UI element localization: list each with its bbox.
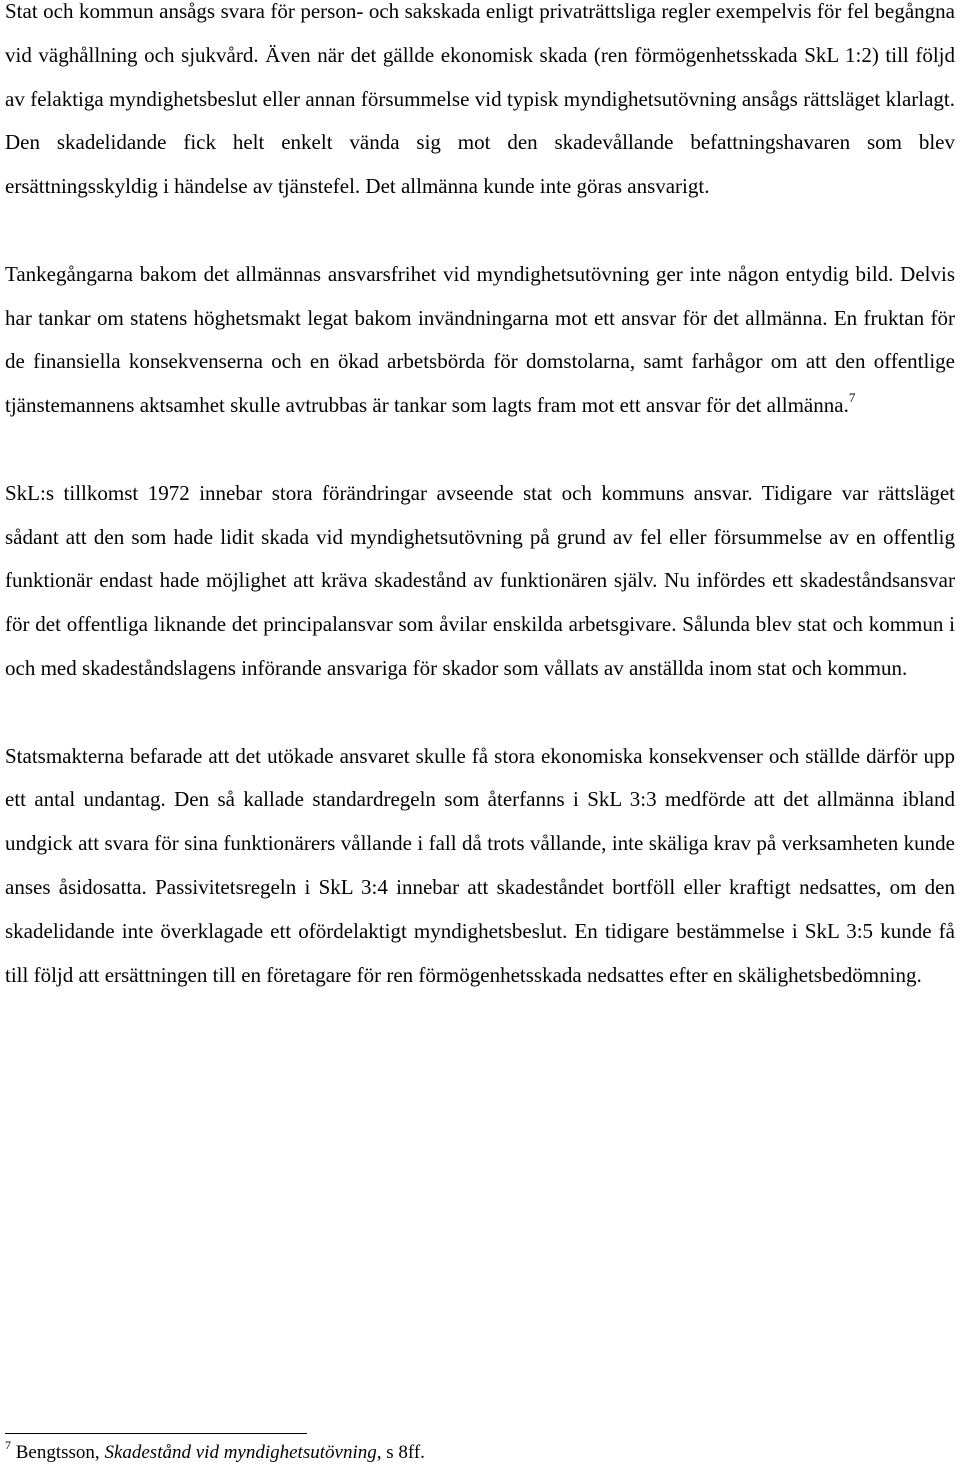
footnote-title: Skadestånd vid myndighetsutövning, [104, 1442, 382, 1463]
paragraph-gap [5, 691, 955, 735]
paragraph-text: Statsmakterna befarade att det utökade ansvaret skulle få stora ekonomiska konsekvenser och ställde därför upp ett antal undantag. Den så kallade standardregeln som återfanns i SkL 3:3 medförde att det allmänna ibland undgick att svara för sina funktionärers vållande i fall då trots vållande, inte skäliga krav på verksamheten kunde anses åsidosatta. Passivitetsregeln i SkL 3:4 innebar att skadeståndet bortföll eller kraftigt nedsattes, om den skadelidande inte överklagade ett ofördelaktigt myndighetsbeslut. En tidigare bestämmelse i SkL 3:5 kunde få till följd att ersättningen till en företagare för ren förmögenhetsskada nedsattes efter en skälighetsbedömning. [5, 743, 955, 987]
paragraph-4 [5, 735, 955, 998]
paragraph-text: Tankegångarna bakom det allmännas ansvarsfrihet vid myndighetsutövning ger inte någon entydig bild. Delvis har tankar om statens höghetsmakt legat bakom invändningarna mot ett ansvar för det allmänna. En fruktan för de finansiella konsekvenserna och en ökad arbetsbörda för domstolarna, samt farhågor om att den offentlige tjänstemannens aktsamhet skulle avtrubbas är tankar som lagts fram mot ett ansvar för det allmänna. [5, 261, 955, 418]
footnote-author: Bengtsson, [15, 1442, 105, 1463]
paragraph-text: Stat och kommun ansågs svara för person- och sakskada enligt privaträttsliga regler exempelvis för fel begångna vid väghållning och sjukvård. Även när det gällde ekonomisk skada (ren förmögenhetsskada SkL 1:2) till följd av felaktiga myndighetsbeslut eller annan försummelse vid typisk myndighetsutövning ansågs rättsläget klarlagt. Den skadelidande fick helt enkelt vända sig mot den skadevållande befattningshavaren som blev ersättningsskyldig i händelse av tjänstefel. Det allmänna kunde inte göras ansvarigt. [5, 0, 955, 199]
footnote-number: 7 [5, 1438, 11, 1452]
paragraph-3 [5, 472, 955, 691]
paragraph-gap [5, 209, 955, 253]
paragraph-2 [5, 253, 955, 428]
footnote-reference[interactable]: 7 [848, 390, 856, 406]
footnote-pages: s 8ff. [381, 1442, 425, 1463]
paragraph-text: SkL:s tillkomst 1972 innebar stora förändringar avseende stat och kommuns ansvar. Tidigare var rättsläget sådant att den som hade lidit skada vid myndighetsutövning på grund av fel eller försummelse av en offentlig funktionär endast hade möjlighet att kräva skadestånd av funktionären själv. Nu infördes ett skadeståndsansvar för det offentliga liknande det principalansvar som åvilar enskilda arbetsgivare. Sålunda blev stat och kommun i och med skadeståndslagens införande ansvariga för skador som vållats av anställda inom stat och kommun. [5, 480, 955, 680]
paragraph-1 [5, 0, 955, 209]
paragraph-gap [5, 428, 955, 472]
footnote [5, 1440, 425, 1466]
footnote-separator [5, 1433, 307, 1434]
document-body [5, 0, 955, 997]
